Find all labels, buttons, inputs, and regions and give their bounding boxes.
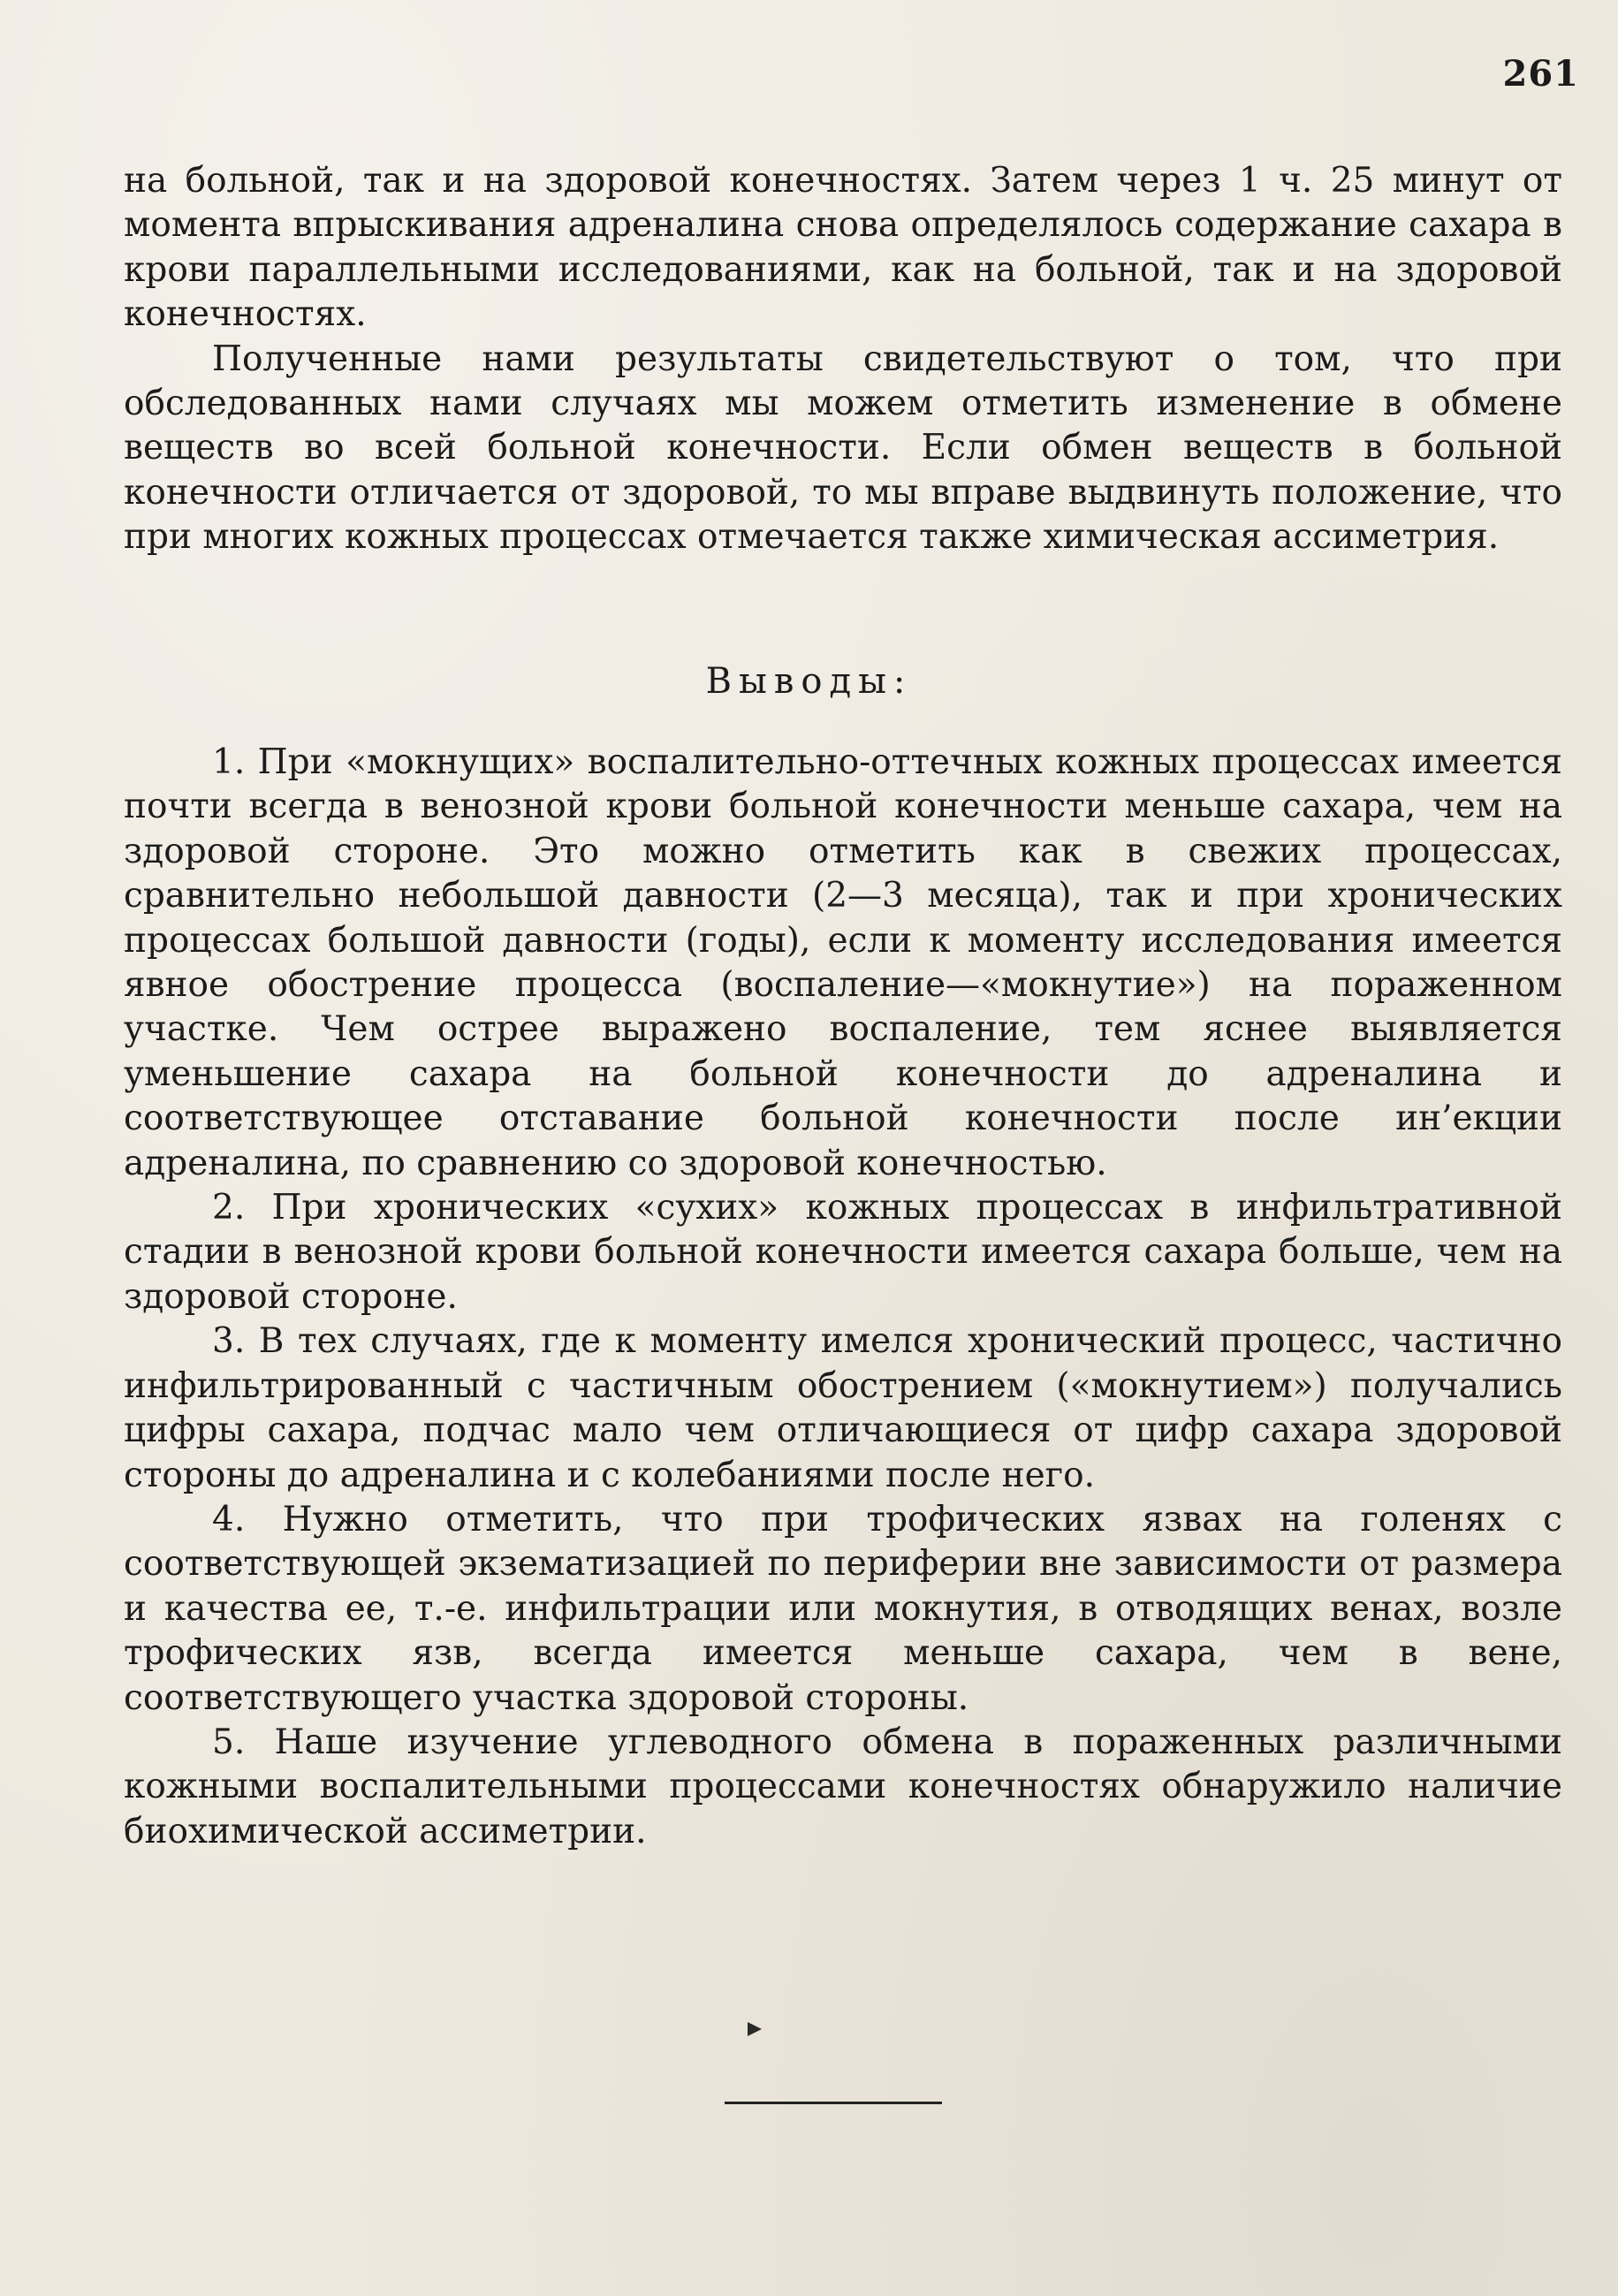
conclusion-item-4: 4. Нужно отметить, что при трофических язвах на голенях с соответствующей экзематизацией по периферии вне зависимости от размера и качества ее, т.-е. инфильтрации или мокнутия, в отводящих венах, возле трофических язв, всегда имеется меньше сахара, чем в вене, соответствующего участка здоровой стороны. — [124, 1499, 1562, 1718]
paragraph-results: Полученные нами результаты свидетельствуют о том, что при обследованных нами случаях мы можем отметить изменение в обмене веществ во всей больной конечности. Если обмен веществ в больной конечности отличается от здоровой, то мы вправе выдвинуть положение, что при многих кожных процессах отмечается также химическая ассиметрия. — [124, 338, 1562, 558]
section-heading: Выводы: — [705, 661, 913, 702]
page-number: 261 — [1502, 53, 1579, 95]
conclusion-item-3: 3. В тех случаях, где к моменту имелся хронический процесс, частично инфильтрированный с частичным обострением («мокнутием») получались цифры сахара, подчас мало чем отличающиеся от цифр сахара здоровой стороны до адреналина и с колебаниями после него. — [124, 1321, 1562, 1495]
conclusion-item-2: 2. При хронических «сухих» кожных процессах в инфильтративной стадии в венозной крови больной конечности имеется сахара больше, чем на здоровой стороне. — [124, 1188, 1562, 1317]
conclusion-item-5: 5. Наше изучение углеводного обмена в пораженных различными кожными воспалительными процессами конечностях обнаружило наличие биохимической ассиметрии. — [124, 1722, 1562, 1851]
conclusion-item-1: 1. При «мокнущих» воспалительно-оттечных кожных процессах имеется почти всегда в венозной крови больной конечности меньше сахара, чем на здоровой стороне. Это можно отметить как в свежих процессах, сравнительно небольшой давности (2—3 месяца), так и при хронических процессах большой давности (годы), если к моменту исследования имеется явное обострение процесса (воспаление—«мокнутие») на пораженном участке. Чем острее выражено воспаление, тем яснее выявляется уменьшение сахара на больной конечности до адреналина и соответствующее отставание больной конечности после ин’екции адреналина, по сравнению со здоровой конечностью. — [124, 742, 1562, 1183]
print-mark-icon — [748, 2022, 762, 2036]
conclusions-list — [124, 741, 1562, 1854]
paragraph-continuation: на больной, так и на здоровой конечностях. Затем через 1 ч. 25 минут от момента впрыскивания адреналина снова определялось содержание сахара в крови параллельными исследованиями, как на больной, так и на здоровой конечностях. — [124, 161, 1562, 335]
intro-text — [124, 159, 1562, 560]
closing-rule — [725, 2102, 942, 2104]
